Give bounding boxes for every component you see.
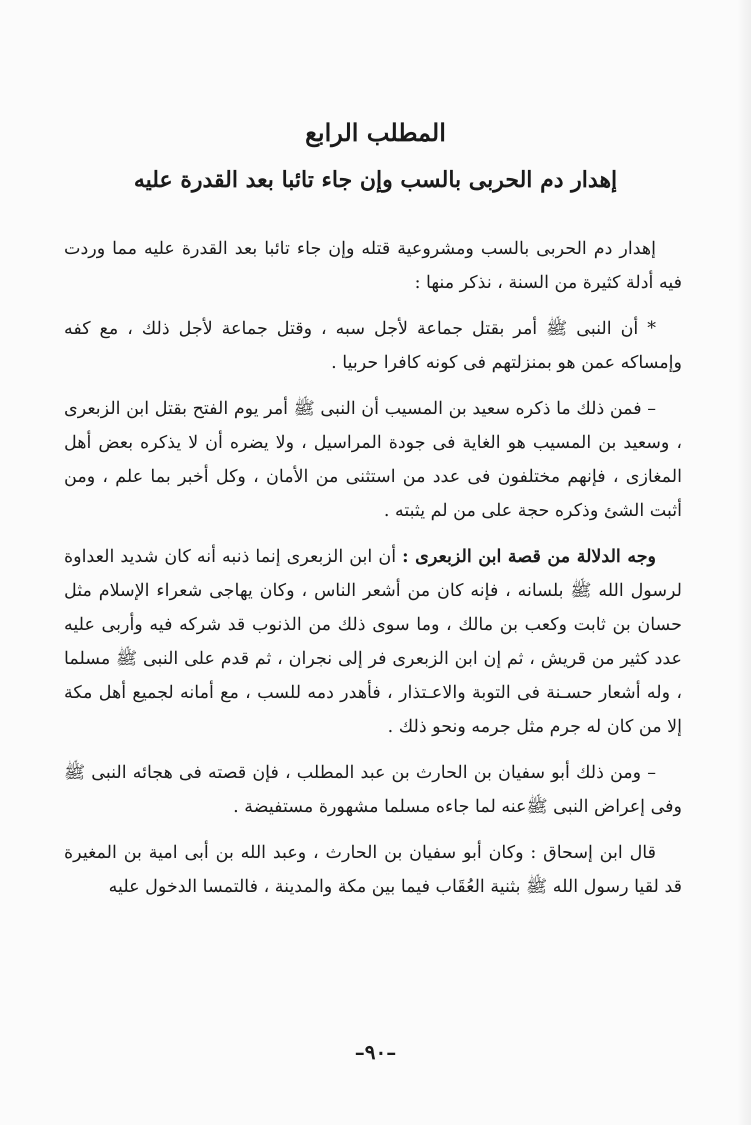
paragraph-ibn-ishaq [64,836,682,904]
paragraph-text: * أن النبى ﷺ أمر بقتل جماعة لأجل سبه ، وقتل جماعة لأجل ذلك ، مع كفه وإمساكه عمن هو بمنزلتهم فى كونه كافرا حربيا . [64,319,682,373]
body-text [64,232,682,916]
paragraph-text: قال ابن إسحاق : وكان أبو سفيان بن الحارث ، وعبد الله بن أبى امية بن المغيرة قد لقيا رسول الله ﷺ بثنية العُقَاب فيما بين مكة والمدينة ، فالتمسا الدخول عليه [64,843,682,897]
paragraph-evidence [64,540,682,744]
paragraph-text: – فمن ذلك ما ذكره سعيد بن المسيب أن النبى ﷺ أمر يوم الفتح بقتل ابن الزبعرى ، وسعيد بن المسيب هو الغاية فى جودة المراسيل ، ولا يضره أن لا يذكره بعض أهل المغازى ، فإنهم مختلفون فى عدد من استثنى من الأمان ، وكل أخبر بما علم ، ومن أثبت الشئ وذكره حجة على من لم يثبته . [64,399,682,521]
paragraph-text: – ومن ذلك أبو سفيان بن الحارث بن عبد المطلب ، فإن قصته فى هجائه النبى ﷺ وفى إعراض النبى ﷺعنه لما جاءه مسلما مشهورة مستفيضة . [64,763,682,817]
paragraph-lead: وجه الدلالة من قصة ابن الزبعرى : [402,547,656,567]
page-number: –٩٠– [354,1040,397,1064]
paragraph-text: إهدار دم الحربى بالسب ومشروعية قتله وإن جاء تائبا بعد القدرة عليه مما وردت فيه أدلة كثيرة من السنة ، نذكر منها : [64,239,682,293]
section-heading: المطلب الرابع [305,118,446,147]
paragraph-intro [64,232,682,300]
section-title: إهدار دم الحربى بالسب وإن جاء تائبا بعد القدرة عليه [133,167,618,193]
paragraph-abu-sufyan [64,756,682,824]
paragraph-text: أن ابن الزبعرى إنما ذنبه أنه كان شديد العداوة لرسول الله ﷺ بلسانه ، فإنه كان من أشعر الناس ، وكان يهاجى شعراء الإسلام مثل حسان بن ثابت وكعب بن مالك ، وما سوى ذلك من الذنوب قد شركه فيه وأربى عليه عدد كثير من قريش ، ثم إن ابن الزبعرى فر إلى نجران ، ثم قدم على النبى ﷺ مسلما ، وله أشعار حسـنة فى التوبة والاعـتذار ، فأهدر دمه للسب ، مع أمانه لجميع أهل مكة إلا من كان له جرم مثل جرمه ونحو ذلك . [64,547,682,737]
paragraph-point [64,312,682,380]
paragraph-ibn-zabari [64,392,682,528]
